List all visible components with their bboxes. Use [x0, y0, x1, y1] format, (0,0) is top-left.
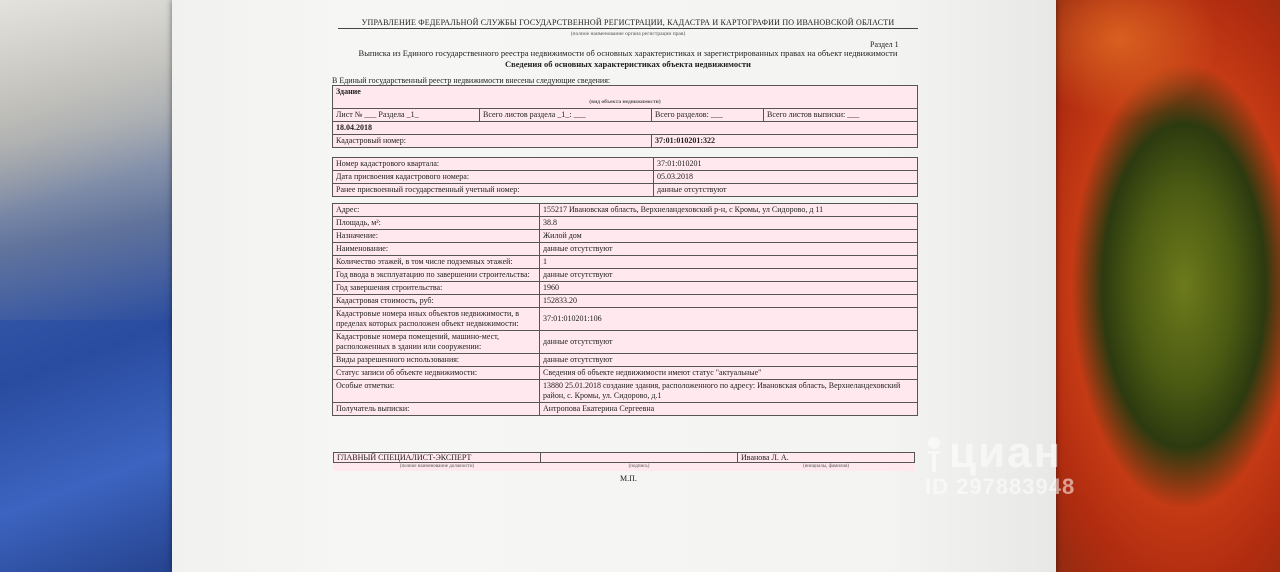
cadastral-label: Кадастровый номер: [333, 135, 652, 148]
table-row [333, 171, 918, 184]
row-label: Наименование: [333, 243, 540, 256]
row-label: Виды разрешенного использования: [333, 354, 540, 367]
signature-table [333, 452, 915, 471]
row-label: Год завершения строительства: [333, 282, 540, 295]
row-value: данные отсутствуют [540, 243, 918, 256]
document-subtitle: Сведения об основных характеристиках объекта недвижимости [505, 59, 751, 69]
characteristics-table [332, 203, 918, 416]
row-value: 1 [540, 256, 918, 269]
caption-signature: (подпись) [628, 464, 650, 469]
intro-text: В Единый государственный реестр недвижимости внесены следующие сведения: [332, 76, 611, 85]
quarter-table [332, 157, 918, 197]
signer-position: ГЛАВНЫЙ СПЕЦИАЛИСТ-ЭКСПЕРТ [334, 453, 541, 463]
table-row [333, 295, 918, 308]
row-label: Год ввода в эксплуатацию по завершении строительства: [333, 269, 540, 282]
row-label: Статус записи об объекте недвижимости: [333, 367, 540, 380]
row-value: 05.03.2018 [654, 171, 918, 184]
plastic-film [0, 0, 200, 320]
table-row [333, 158, 918, 171]
section-sheets: Всего листов раздела _1_: ___ [480, 109, 652, 122]
row-value: 37:01:010201 [654, 158, 918, 171]
row-label: Особые отметки: [333, 380, 540, 403]
stamp-place: М.П. [620, 474, 637, 483]
table-row [333, 256, 918, 269]
row-label: Получатель выписки: [333, 403, 540, 416]
row-value: данные отсутствуют [540, 354, 918, 367]
table-row [333, 269, 918, 282]
caption-initials: (инициалы, фамилия) [802, 464, 850, 469]
row-label: Ранее присвоенный государственный учетный номер: [333, 184, 654, 197]
document-date: 18.04.2018 [333, 122, 918, 135]
caption-position: (полное наименование должности) [399, 464, 475, 469]
table-row [333, 367, 918, 380]
row-value: 13880 25.01.2018 создание здания, расположенного по адресу: Ивановская область, Верхнеландеховский район, с. Кромы, ул. Сидорово, д.1 [540, 380, 918, 403]
org-caption: (полное наименование органа регистрации прав) [570, 31, 686, 37]
row-label: Кадастровая стоимость, руб: [333, 295, 540, 308]
signature-cell [541, 453, 738, 463]
row-value: 37:01:010201:106 [540, 308, 918, 331]
table-row [333, 204, 918, 217]
sheet-number: Лист № ___ Раздела _1_ [333, 109, 480, 122]
header-table [332, 85, 918, 148]
row-label: Кадастровые номера помещений, машино-мест, расположенных в здании или сооружении: [333, 331, 540, 354]
row-label: Кадастровые номера иных объектов недвижимости, в пределах которых расположен объект недвижимости: [333, 308, 540, 331]
table-row [333, 217, 918, 230]
location-pin-icon [925, 435, 943, 475]
row-label: Назначение: [333, 230, 540, 243]
total-sheets: Всего листов выписки: ___ [764, 109, 918, 122]
org-name: УПРАВЛЕНИЕ ФЕДЕРАЛЬНОЙ СЛУЖБЫ ГОСУДАРСТВЕННОЙ РЕГИСТРАЦИИ, КАДАСТРА И КАРТОГРАФИИ ПО ИВАНОВСКОЙ ОБЛАСТИ [338, 18, 918, 29]
row-value: Сведения об объекте недвижимости имеют статус "актуальные" [540, 367, 918, 380]
row-label: Дата присвоения кадастрового номера: [333, 171, 654, 184]
signer-name: Иванова Л. А. [738, 453, 915, 463]
watermark-logo: циан [949, 428, 1063, 477]
row-value: данные отсутствуют [540, 269, 918, 282]
row-value: Антропова Екатерина Сергеевна [540, 403, 918, 416]
total-sections: Всего разделов: ___ [652, 109, 764, 122]
table-row [333, 331, 918, 354]
object-type: Здание (вид объекта недвижимости) [333, 86, 918, 109]
table-row [333, 282, 918, 295]
document-title: Выписка из Единого государственного реестра недвижимости об основных характеристиках и зарегистрированных правах на объект недвижимости [358, 48, 898, 58]
table-row [333, 243, 918, 256]
table-row [333, 380, 918, 403]
section-label: Раздел 1 [870, 40, 899, 49]
background-carpet-right [1040, 0, 1280, 572]
table-row [333, 308, 918, 331]
row-label: Адрес: [333, 204, 540, 217]
cian-watermark [925, 428, 1075, 500]
table-row [333, 184, 918, 197]
row-value: данные отсутствуют [540, 331, 918, 354]
row-label: Количество этажей, в том числе подземных этажей: [333, 256, 540, 269]
row-value: 1960 [540, 282, 918, 295]
row-label: Номер кадастрового квартала: [333, 158, 654, 171]
object-type-caption: (вид объекта недвижимости) [589, 99, 661, 105]
cadastral-value: 37:01:010201:322 [652, 135, 918, 148]
row-value: Жилой дом [540, 230, 918, 243]
table-row [333, 403, 918, 416]
background-blanket-left [0, 0, 200, 572]
watermark-id: ID 297883948 [925, 474, 1076, 499]
row-value: 38.8 [540, 217, 918, 230]
row-value: 152833.20 [540, 295, 918, 308]
table-row [333, 230, 918, 243]
row-value: 155217 Ивановская область, Верхнеландеховский р-н, с Кромы, ул Сидорово, д 11 [540, 204, 918, 217]
row-label: Площадь, м²: [333, 217, 540, 230]
table-row [333, 354, 918, 367]
row-value: данные отсутствуют [654, 184, 918, 197]
